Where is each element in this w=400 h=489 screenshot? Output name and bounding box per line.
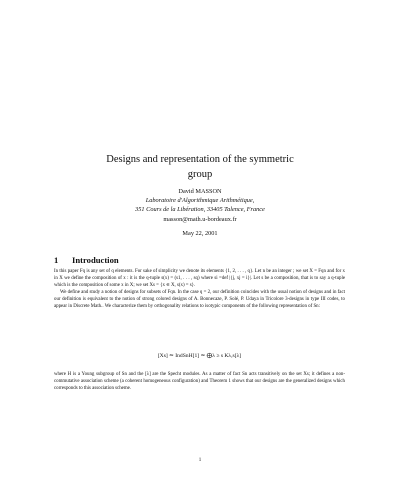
section-number: 1: [54, 255, 59, 265]
paper-title: [40, 152, 360, 182]
author-email: masson@math.u-bordeaux.fr: [163, 215, 237, 223]
section-heading: [54, 255, 119, 265]
paragraph-after-equation: where H is a Young subgroup of Sn and the [λ] are the Specht modules. As a matter of fact Sn acts transitively on the set Xs; it defines a non-commutative association scheme (a coherent homogeneous configuration) and Theorem 1 shows that our designs are the generalized designs which corresponds to this association scheme.: [54, 372, 345, 392]
title-line-1: Designs and representation of the symmetric: [106, 154, 294, 165]
display-equation: [Xs] ≃ IndSnH[1] ≃ ⨁λ ≥ s Kλ,s[λ]: [157, 353, 242, 359]
paragraph: We define and study a notion of designs for subsets of Fqn. In the case q = 2, our definition coincides with the usual notion of designs and in fact our definition is equivalent to the notion of strong colored designs of A. Bonnecaze, P. Solé, P. Udaya in Tricolore 3-designs in type III codes, to appear in Discrete Math.. We characterize them by orthogonality relations to isotypic components of the following representation of Sn:: [54, 290, 345, 310]
page-number: 1: [198, 458, 202, 463]
affiliation-line-2: 351 Cours de la Libération, 33405 Talence, France: [135, 206, 265, 214]
paragraph: In this paper Fq is any set of q elements. For sake of simplicity we denote its elements {1, 2, . . . , q}. Let n be an integer ; we set X = Fqn and for x in X we define the composition of x : it is the q-tuple s(x) = (s1, . . . , sq) where si =def |{j, xj = i}|. Let s be a composition, that is to say a q-tuple which is the composition of some x in X; we set Xs = {x ∈ X, s(x) = s}.: [54, 269, 345, 289]
paper-date: May 22, 2001: [182, 230, 218, 237]
affiliation-line-1: Laboratoire d'Algorithmique Arithmétique,: [145, 197, 255, 205]
section-title: Introduction: [72, 255, 119, 265]
author-name: David MASSON: [178, 188, 222, 195]
intro-body: [54, 268, 345, 311]
title-line-2: group: [187, 169, 213, 180]
author-block: [40, 187, 360, 224]
